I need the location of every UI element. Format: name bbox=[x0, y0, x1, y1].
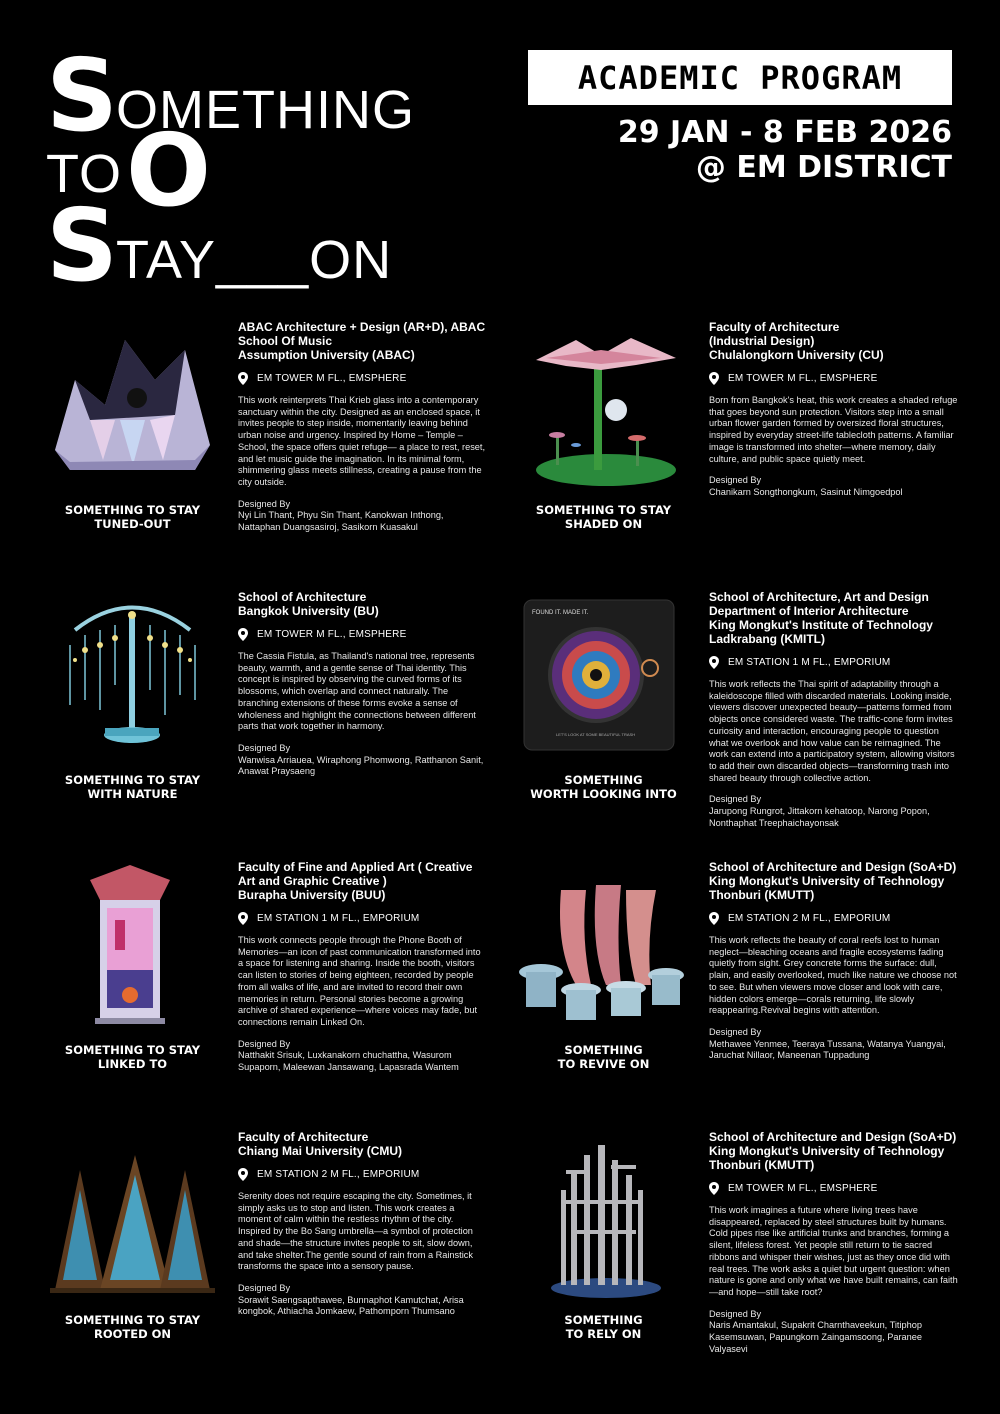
title-big-letter: O bbox=[126, 112, 208, 229]
designed-by-label: Designed By bbox=[709, 794, 762, 805]
caption-line: TO RELY ON bbox=[565, 1327, 642, 1341]
institution-line: King Mongkut's Institute of Technology bbox=[709, 618, 933, 632]
designers-block bbox=[238, 499, 488, 534]
institution-line: School of Architecture bbox=[238, 590, 367, 604]
event-dates: 29 JAN - 8 FEB 2026 bbox=[617, 115, 952, 150]
designers-block bbox=[238, 1039, 488, 1074]
description: Serenity does not require escaping the city. Sometimes, it simply asks us to stop and listen. This work creates a moment of calm within the restless rhythm of the city. Inspired by the Bo Sang umbrella—a symbol of protection and shade—the structure invites people to sit, slow down, and take shelter.The gentle sound of rain from a Rainstick transforms the space into a sensory pause. bbox=[238, 1191, 473, 1272]
entry-card bbox=[516, 320, 986, 590]
caption-line: SOMETHING bbox=[564, 773, 643, 787]
caption-line: SOMETHING TO STAY bbox=[64, 1313, 201, 1327]
caption-line: SOMETHING TO STAY bbox=[64, 1043, 201, 1057]
caption-line: WITH NATURE bbox=[87, 787, 178, 801]
description: This work connects people through the Phone Booth of Memories—an icon of past communication transformed into a space for listening and sharing. Inside the booth, visitors can listen to stories of being eighteen, recorded by people from all walks of life, and are invited to record their own memories in return. Personal stories become a growing archive of shared experience—where voices may fade, but connections remain Linked On. bbox=[238, 935, 481, 1027]
map-pin-icon bbox=[709, 1182, 719, 1195]
designed-by-label: Designed By bbox=[238, 498, 291, 509]
institution-line: King Mongkut's University of Technology bbox=[709, 1144, 945, 1158]
caption-line: SOMETHING TO STAY bbox=[535, 503, 672, 517]
institution-line: School Of Music bbox=[238, 334, 333, 348]
artwork-caption bbox=[516, 1313, 691, 1341]
designers-names: Wanwisa Arriauea, Wiraphong Phomwong, Ratthanon Sanit, Anawat Praysaeng bbox=[238, 754, 484, 777]
title-word: TO bbox=[46, 144, 123, 204]
designed-by-label: Designed By bbox=[238, 1282, 291, 1293]
location-text: EM TOWER M FL., EMSPHERE bbox=[257, 373, 407, 384]
institution-line: Art and Graphic Creative ) bbox=[238, 874, 387, 888]
location-text: EM STATION 2 M FL., EMPORIUM bbox=[257, 1169, 420, 1180]
institution-line: Thonburi (KMUTT) bbox=[709, 1158, 815, 1172]
artwork-illustration bbox=[516, 320, 691, 495]
location-row bbox=[709, 1182, 959, 1195]
designers-block bbox=[238, 1283, 488, 1318]
institution-line: (Industrial Design) bbox=[709, 334, 815, 348]
location-text: EM TOWER M FL., EMSPHERE bbox=[728, 373, 878, 384]
location-row bbox=[709, 372, 959, 385]
map-pin-icon bbox=[709, 656, 719, 669]
institution-line: Bangkok University (BU) bbox=[238, 604, 379, 618]
entry-info bbox=[709, 860, 959, 1062]
institution-line: Department of Interior Architecture bbox=[709, 604, 909, 618]
caption-line: WORTH LOOKING INTO bbox=[530, 787, 677, 801]
designers-block bbox=[709, 1309, 959, 1356]
designers-block bbox=[709, 794, 959, 829]
designed-by-label: Designed By bbox=[709, 1026, 762, 1037]
institution-name bbox=[238, 860, 488, 902]
entry-card bbox=[516, 860, 986, 1130]
artwork-caption bbox=[516, 773, 691, 801]
caption-line: SHADED ON bbox=[564, 517, 643, 531]
location-row bbox=[238, 628, 488, 641]
artwork-caption bbox=[45, 1313, 220, 1341]
institution-line: King Mongkut's University of Technology bbox=[709, 874, 945, 888]
artwork-illustration bbox=[516, 590, 691, 765]
artwork-caption bbox=[516, 1043, 691, 1071]
entry-info bbox=[709, 320, 959, 499]
designers-names: Nyi Lin Thant, Phyu Sin Thant, Kanokwan Inthong, Nattaphan Duangsasiroj, Sasikorn Kuasakul bbox=[238, 510, 444, 533]
caption-line: ROOTED ON bbox=[93, 1327, 172, 1341]
institution-name bbox=[238, 1130, 488, 1158]
designed-by-label: Designed By bbox=[709, 475, 762, 486]
designed-by-label: Designed By bbox=[238, 1038, 291, 1049]
description: This work reflects the Thai spirit of adaptability through a kaleidoscope filled with discarded materials. Looking inside, viewers discover unexpected beauty—patterns formed from objects once considered waste. The traffic-cone form invites curiosity and interaction, encouraging people to question what we overlook and how value can be reimagined. The work can extend into a participatory system, allowing visitors to add their own discarded objects—transforming trash into shared beauty through collective action. bbox=[709, 679, 955, 783]
entry-card bbox=[516, 1130, 986, 1400]
artwork-illustration bbox=[45, 860, 220, 1035]
artwork-caption bbox=[45, 503, 220, 531]
institution-name bbox=[709, 590, 959, 646]
designers-block bbox=[238, 743, 488, 778]
institution-name bbox=[238, 590, 488, 618]
location-text: EM TOWER M FL., EMSPHERE bbox=[728, 1183, 878, 1194]
institution-name bbox=[238, 320, 488, 362]
institution-line: Thonburi (KMUTT) bbox=[709, 888, 815, 902]
entry-card bbox=[45, 320, 515, 590]
institution-name bbox=[709, 1130, 959, 1172]
artwork-illustration bbox=[45, 590, 220, 765]
map-pin-icon bbox=[709, 372, 719, 385]
institution-line: Faculty of Fine and Applied Art ( Creative bbox=[238, 860, 473, 874]
title-word: OMETHING bbox=[116, 80, 416, 140]
caption-line: SOMETHING TO STAY bbox=[64, 773, 201, 787]
location-row bbox=[238, 372, 488, 385]
artwork-caption bbox=[45, 1043, 220, 1071]
map-pin-icon bbox=[238, 1168, 248, 1181]
artwork-illustration bbox=[45, 1130, 220, 1305]
institution-line: Chiang Mai University (CMU) bbox=[238, 1144, 403, 1158]
caption-line: TO REVIVE ON bbox=[557, 1057, 650, 1071]
designers-names: Naris Amantakul, Supakrit Charnthaveekun, Titiphop Kasemsuwan, Papungkorn Zaingamsoong, Paranee Valyasevi bbox=[709, 1320, 922, 1354]
location-row bbox=[709, 656, 959, 669]
institution-line: ABAC Architecture + Design (AR+D), ABAC bbox=[238, 320, 486, 334]
institution-name bbox=[709, 320, 959, 362]
institution-line: School of Architecture and Design (SoA+D) bbox=[709, 1130, 957, 1144]
description: This work imagines a future where living trees have disappeared, replaced by steel structures built by humans. Cold pipes rise like artificial trunks and branches, forming a silent, lifeless forest. Yet people still return to tie sacred ribbons and whisper their wishes, just as they once did with real trees. The work asks a quiet but urgent question: when nature is gone and only what we have built remains, can faith—and hope—still take root? bbox=[709, 1205, 958, 1297]
institution-line: Ladkrabang (KMITL) bbox=[709, 632, 825, 646]
title-big-letter: S bbox=[46, 37, 115, 154]
institution-line: Faculty of Architecture bbox=[238, 1130, 369, 1144]
artwork-caption bbox=[45, 773, 220, 801]
artwork-illustration bbox=[516, 1130, 691, 1305]
description: This work reinterprets Thai Krieb glass into a contemporary sanctuary within the city. Designed as an enclosed space, it invites people to step inside, momentarily leaving behind urban noise and urgency. Inspired by Home – Temple – School, the space offers quiet refuge— a place to rest, reset, and let music guide the imagination. In its minimal form, shimmering glass meets stillness, creating a pause from the city outside. bbox=[238, 395, 486, 487]
caption-line: SOMETHING TO STAY bbox=[64, 503, 201, 517]
designers-names: Methawee Yenmee, Teeraya Tussana, Watanya Yuangyai, Jaruchat Nillaor, Maneenan Tuppadung bbox=[709, 1038, 946, 1061]
description: Born from Bangkok's heat, this work creates a shaded refuge that goes beyond sun protection. Visitors step into a small urban flower garden formed by oversized floral structures, inspired by everyday street-life tablecloth patterns. A familiar image is transformed into shelter—where memory, daily culture, and public space quietly meet. bbox=[709, 395, 958, 464]
map-pin-icon bbox=[238, 912, 248, 925]
institution-name bbox=[709, 860, 959, 902]
institution-line: Faculty of Architecture bbox=[709, 320, 840, 334]
entry-info bbox=[238, 590, 488, 778]
caption-line: TUNED-OUT bbox=[94, 517, 171, 531]
entry-card bbox=[45, 860, 515, 1130]
description: The Cassia Fistula, as Thailand's national tree, represents beauty, warmth, and a gentle sense of Thai identity. This concept is inspired by observing the curved forms of its blossoms, which overlap and connect naturally. The branching extensions of these forms evoke a sense of wholeness and highlight the connections between different parts that work together in harmony. bbox=[238, 651, 476, 732]
designers-names: Sorawit Saengsapthawee, Bunnaphot Kamutchat, Arisa kongbok, Athiacha Jomkaew, Pathomporn Thumsano bbox=[238, 1294, 464, 1317]
entry-info bbox=[238, 1130, 488, 1318]
title-line-stay-on bbox=[46, 187, 393, 304]
program-label-box: ACADEMIC PROGRAM bbox=[528, 50, 952, 105]
institution-line: School of Architecture, Art and Design bbox=[709, 590, 929, 604]
entry-info bbox=[238, 320, 488, 534]
title-big-letter: S bbox=[46, 187, 115, 304]
institution-line: Burapha University (BUU) bbox=[238, 888, 386, 902]
caption-line: LINKED TO bbox=[97, 1057, 168, 1071]
entry-card bbox=[45, 1130, 515, 1400]
location-text: EM TOWER M FL., EMSPHERE bbox=[257, 629, 407, 640]
designers-names: Jarupong Rungrot, Jittakorn kehatoop, Narong Popon, Nonthaphat Treephaichayonsak bbox=[709, 806, 930, 828]
entry-card bbox=[516, 590, 986, 860]
designers-names: Chanikarn Songthongkum, Sasinut Nimgoedpol bbox=[709, 486, 903, 497]
entry-card bbox=[45, 590, 515, 860]
designed-by-label: Designed By bbox=[709, 1308, 762, 1319]
map-pin-icon bbox=[709, 912, 719, 925]
location-row bbox=[709, 912, 959, 925]
description: This work reflects the beauty of coral reefs lost to human neglect—bleaching oceans and fragile ecosystems fading quietly from sight. Grey concrete forms the surface: dull, plain, and easily overlooked, much like nature we choose not to see. But when viewers move closer and look with care, hidden colors emerge—corals returning, life slowly reappearing.Revival begins with attention. bbox=[709, 935, 957, 1016]
event-venue: @ EM DISTRICT bbox=[695, 150, 952, 185]
entry-info bbox=[238, 860, 488, 1074]
institution-line: School of Architecture and Design (SoA+D) bbox=[709, 860, 957, 874]
title-word: TAY___ON bbox=[116, 230, 393, 290]
entry-info bbox=[709, 1130, 959, 1355]
designers-names: Natthakit Srisuk, Luxkanakorn chuchattha, Wasurom Supaporn, Maleewan Jansawang, Lapasrada Wantem bbox=[238, 1050, 459, 1073]
location-row bbox=[238, 912, 488, 925]
artwork-illustration bbox=[516, 860, 691, 1035]
title-line-something bbox=[46, 37, 416, 154]
institution-line: Chulalongkorn University (CU) bbox=[709, 348, 884, 362]
entry-info bbox=[709, 590, 959, 829]
map-pin-icon bbox=[238, 372, 248, 385]
location-row bbox=[238, 1168, 488, 1181]
designers-block bbox=[709, 1027, 959, 1062]
caption-line: SOMETHING bbox=[564, 1043, 643, 1057]
location-text: EM STATION 1 M FL., EMPORIUM bbox=[257, 913, 420, 924]
location-text: EM STATION 2 M FL., EMPORIUM bbox=[728, 913, 891, 924]
caption-line: SOMETHING bbox=[564, 1313, 643, 1327]
designers-block bbox=[709, 475, 959, 498]
artwork-text-top: FOUND IT. MADE IT. bbox=[532, 610, 589, 616]
artwork-caption bbox=[516, 503, 691, 531]
location-text: EM STATION 1 M FL., EMPORIUM bbox=[728, 657, 891, 668]
map-pin-icon bbox=[238, 628, 248, 641]
institution-line: Assumption University (ABAC) bbox=[238, 348, 415, 362]
designed-by-label: Designed By bbox=[238, 742, 291, 753]
artwork-text-bottom: LET'S LOOK AT SOME BEAUTIFUL TRASH bbox=[556, 732, 636, 737]
artwork-illustration bbox=[45, 320, 220, 495]
